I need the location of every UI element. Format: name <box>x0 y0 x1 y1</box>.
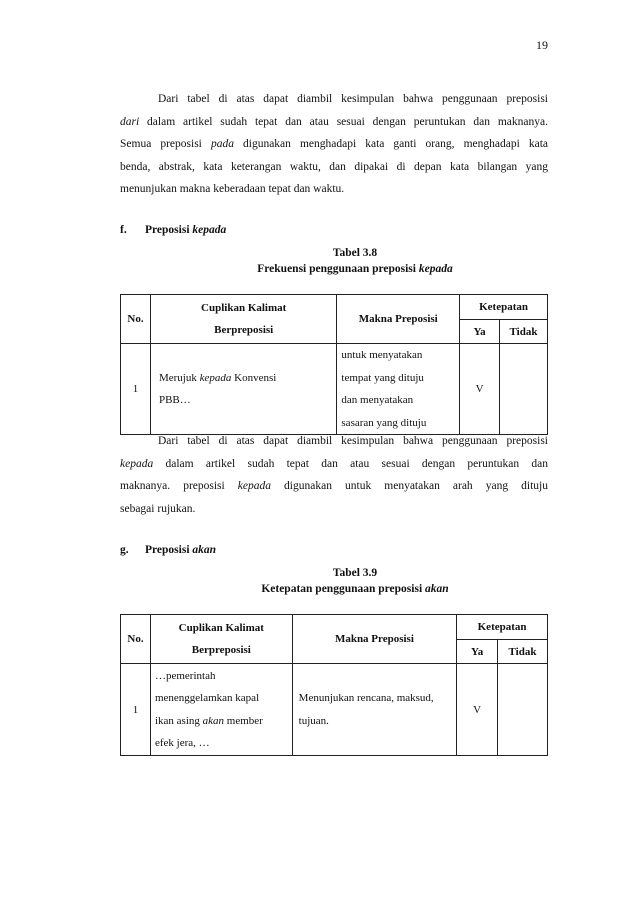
caption-title: Frekuensi penggunaan preposisi kepada <box>257 263 453 275</box>
paragraph-line: sebagai rujukan. <box>120 502 196 515</box>
paragraph-2 <box>120 430 548 520</box>
caption-number: Tabel 3.8 <box>332 247 378 259</box>
page-number: 19 <box>536 38 548 52</box>
table-row <box>121 344 548 435</box>
cell-ya: V <box>457 664 498 756</box>
section-heading-f: f. Preposisi kepada <box>120 224 227 236</box>
table-row <box>121 664 548 756</box>
table-caption-1 <box>120 245 590 277</box>
cell-cuplikan: Merujuk kepada Konvensi PBB… <box>150 344 336 435</box>
paragraph-line: Dari tabel di atas dapat diambil kesimpulan bahwa penggunaan preposisi <box>158 435 548 447</box>
cell-ya: V <box>460 344 500 435</box>
paragraph-line: Dari tabel di atas dapat diambil kesimpulan bahwa penggunaan preposisi <box>158 93 548 105</box>
cell-no: 1 <box>121 344 151 435</box>
paragraph-line: Semua preposisi pada digunakan menghadapi kata ganti orang, menghadapi kata <box>120 138 548 150</box>
cell-tidak <box>498 664 548 756</box>
header-makna: Makna Preposisi <box>292 615 456 664</box>
header-ketepatan: Ketepatan <box>460 295 548 320</box>
caption-number: Tabel 3.9 <box>332 567 378 579</box>
paragraph-line: kepada dalam artikel sudah tepat dan atau sesuai dengan peruntukan dan <box>120 457 548 470</box>
table-3-8 <box>120 294 548 435</box>
paragraph-line: menunjukan makna keberadaan tepat dan waktu. <box>120 183 345 195</box>
paragraph-1 <box>120 88 548 201</box>
paragraph-line: benda, abstrak, kata keterangan waktu, dan dipakai di depan kata bilangan yang <box>120 160 548 173</box>
cell-tidak <box>500 344 548 435</box>
paragraph-line: maknanya. preposisi kepada digunakan untuk menyatakan arah yang dituju <box>120 480 548 492</box>
header-tidak: Tidak <box>500 320 548 344</box>
caption-title: Ketepatan penggunaan preposisi akan <box>261 583 449 595</box>
header-tidak: Tidak <box>498 640 548 664</box>
section-heading-g: g. Preposisi akan <box>120 544 217 556</box>
header-ketepatan: Ketepatan <box>457 615 548 640</box>
header-ya: Ya <box>460 320 500 344</box>
header-cuplikan: Cuplikan Kalimat Berpreposisi <box>150 295 336 344</box>
header-ya: Ya <box>457 640 498 664</box>
paragraph-line: dari dalam artikel sudah tepat dan atau sesuai dengan peruntukan dan maknanya. <box>120 115 548 128</box>
cell-cuplikan: …pemerintah menenggelamkan kapal ikan asing akan member efek jera, … <box>150 664 292 756</box>
header-makna: Makna Preposisi <box>337 295 460 344</box>
cell-makna: Menunjukan rencana, maksud, tujuan. <box>292 664 456 756</box>
header-no: No. <box>121 295 151 344</box>
table-3-9 <box>120 614 548 756</box>
cell-makna: untuk menyatakan tempat yang dituju dan menyatakan sasaran yang dituju <box>337 344 460 435</box>
table-caption-2 <box>120 565 590 597</box>
cell-no: 1 <box>121 664 151 756</box>
header-cuplikan: Cuplikan Kalimat Berpreposisi <box>150 615 292 664</box>
header-no: No. <box>121 615 151 664</box>
